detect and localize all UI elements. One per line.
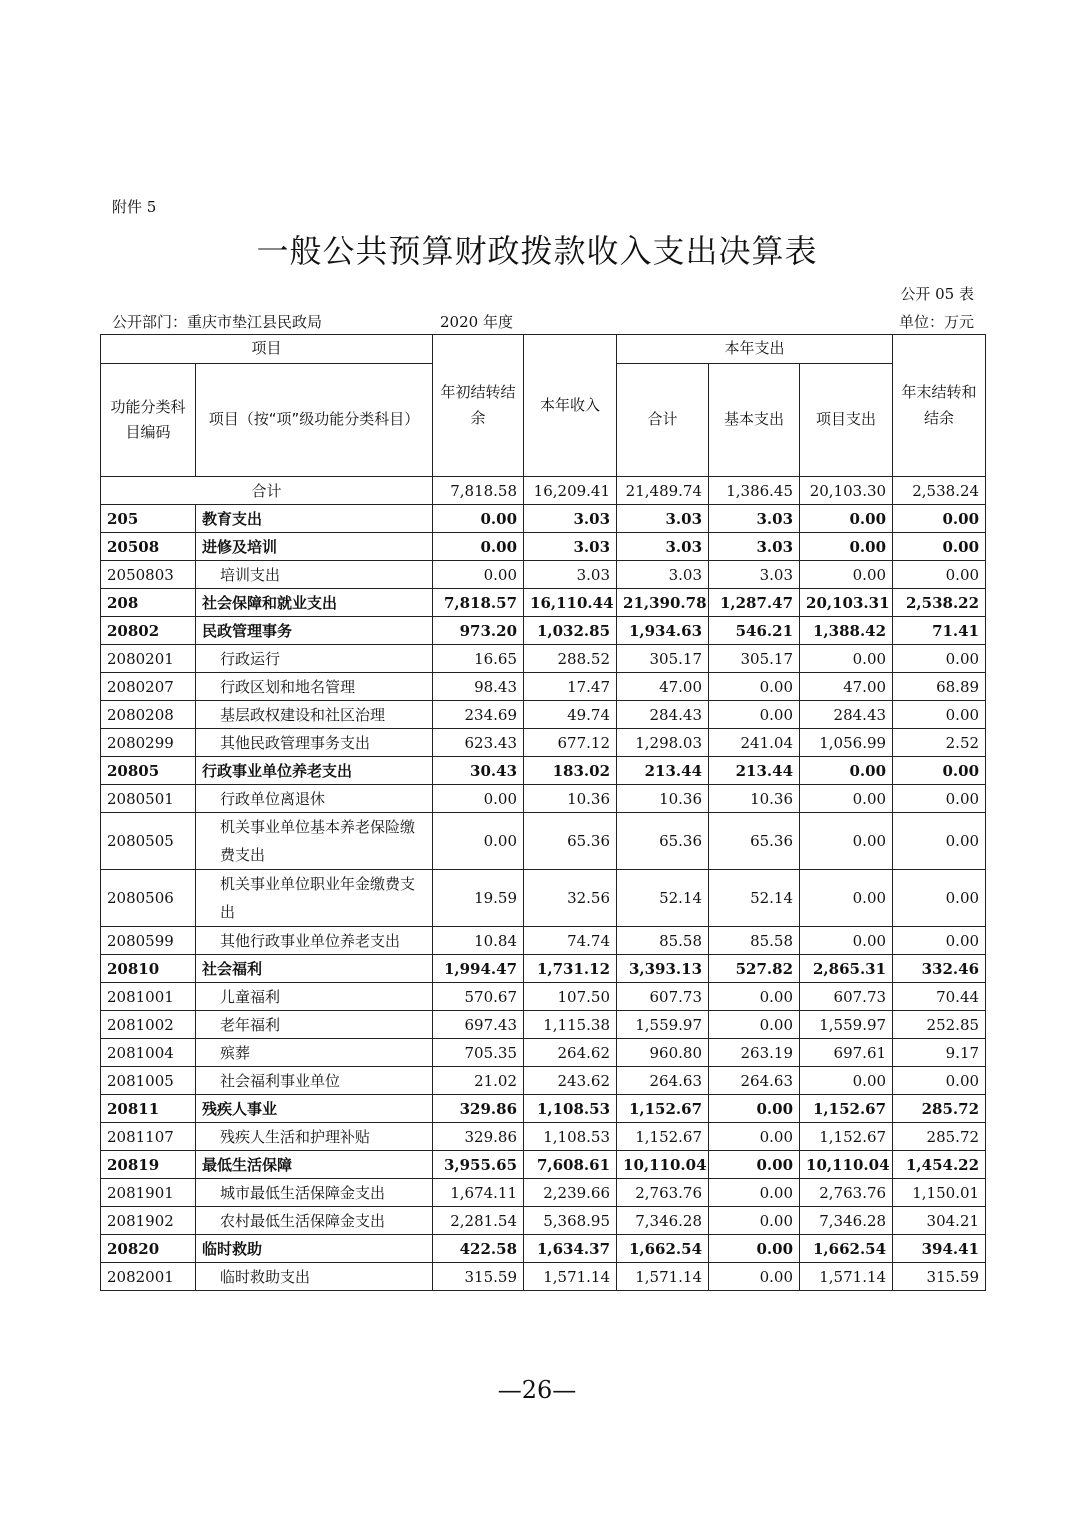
row-project: 0.00 xyxy=(800,927,893,955)
row-basic: 0.00 xyxy=(709,1151,800,1179)
table-row xyxy=(101,701,986,729)
table-row xyxy=(101,1095,986,1123)
row-project: 20,103.31 xyxy=(800,589,893,617)
row-income: 17.47 xyxy=(524,673,617,701)
table-row xyxy=(101,1207,986,1235)
row-end-balance: 0.00 xyxy=(893,701,986,729)
row-basic: 0.00 xyxy=(709,701,800,729)
row-expenditure: 284.43 xyxy=(617,701,709,729)
total-begin-balance: 7,818.58 xyxy=(433,477,524,505)
row-code: 2080506 xyxy=(101,870,196,927)
row-expenditure: 960.80 xyxy=(617,1039,709,1067)
row-income: 74.74 xyxy=(524,927,617,955)
row-basic: 3.03 xyxy=(709,533,800,561)
row-basic: 527.82 xyxy=(709,955,800,983)
total-row xyxy=(101,477,986,505)
row-basic: 0.00 xyxy=(709,1179,800,1207)
year-label: 2020 年度 xyxy=(440,313,513,331)
row-income: 32.56 xyxy=(524,870,617,927)
row-begin-balance: 234.69 xyxy=(433,701,524,729)
row-income: 1,115.38 xyxy=(524,1011,617,1039)
form-code: 公开 05 表 xyxy=(900,285,974,303)
row-project: 1,388.42 xyxy=(800,617,893,645)
table-row xyxy=(101,955,986,983)
row-name: 社会福利 xyxy=(196,955,433,983)
row-end-balance: 304.21 xyxy=(893,1207,986,1235)
row-name: 临时救助 xyxy=(196,1235,433,1263)
table-row xyxy=(101,1179,986,1207)
row-end-balance: 71.41 xyxy=(893,617,986,645)
row-begin-balance: 10.84 xyxy=(433,927,524,955)
row-name: 农村最低生活保障金支出 xyxy=(196,1207,433,1235)
table-row xyxy=(101,983,986,1011)
row-begin-balance: 19.59 xyxy=(433,870,524,927)
row-code: 2081004 xyxy=(101,1039,196,1067)
row-end-balance: 285.72 xyxy=(893,1123,986,1151)
row-code: 2080208 xyxy=(101,701,196,729)
row-name: 殡葬 xyxy=(196,1039,433,1067)
row-code: 2082001 xyxy=(101,1263,196,1291)
table-row xyxy=(101,1151,986,1179)
row-end-balance: 0.00 xyxy=(893,870,986,927)
table-row xyxy=(101,1123,986,1151)
row-end-balance: 0.00 xyxy=(893,505,986,533)
row-code: 208 xyxy=(101,589,196,617)
table-row xyxy=(101,673,986,701)
total-end-balance: 2,538.24 xyxy=(893,477,986,505)
row-project: 607.73 xyxy=(800,983,893,1011)
row-name: 社会福利事业单位 xyxy=(196,1067,433,1095)
row-project: 10,110.04 xyxy=(800,1151,893,1179)
row-basic: 0.00 xyxy=(709,1095,800,1123)
row-basic: 0.00 xyxy=(709,983,800,1011)
row-project: 0.00 xyxy=(800,1067,893,1095)
row-code: 20811 xyxy=(101,1095,196,1123)
row-code: 20819 xyxy=(101,1151,196,1179)
row-end-balance: 332.46 xyxy=(893,955,986,983)
row-basic: 213.44 xyxy=(709,757,800,785)
row-project: 0.00 xyxy=(800,870,893,927)
row-basic: 10.36 xyxy=(709,785,800,813)
row-code: 2080299 xyxy=(101,729,196,757)
row-end-balance: 68.89 xyxy=(893,673,986,701)
row-begin-balance: 16.65 xyxy=(433,645,524,673)
row-income: 65.36 xyxy=(524,813,617,870)
row-income: 677.12 xyxy=(524,729,617,757)
unit-label: 单位：万元 xyxy=(898,313,974,331)
row-end-balance: 1,454.22 xyxy=(893,1151,986,1179)
row-income: 107.50 xyxy=(524,983,617,1011)
row-project: 0.00 xyxy=(800,785,893,813)
row-project: 2,763.76 xyxy=(800,1179,893,1207)
row-code: 2050803 xyxy=(101,561,196,589)
row-name: 行政单位离退休 xyxy=(196,785,433,813)
row-basic: 241.04 xyxy=(709,729,800,757)
total-label: 合计 xyxy=(101,477,433,505)
header-code: 功能分类科目编码 xyxy=(101,364,196,477)
row-income: 1,108.53 xyxy=(524,1095,617,1123)
budget-table xyxy=(100,334,986,1291)
table-row xyxy=(101,1263,986,1291)
row-expenditure: 213.44 xyxy=(617,757,709,785)
row-name: 社会保障和就业支出 xyxy=(196,589,433,617)
row-code: 2081902 xyxy=(101,1207,196,1235)
row-begin-balance: 329.86 xyxy=(433,1095,524,1123)
row-begin-balance: 329.86 xyxy=(433,1123,524,1151)
row-name: 老年福利 xyxy=(196,1011,433,1039)
row-project: 0.00 xyxy=(800,533,893,561)
row-code: 20805 xyxy=(101,757,196,785)
row-begin-balance: 570.67 xyxy=(433,983,524,1011)
row-expenditure: 1,662.54 xyxy=(617,1235,709,1263)
row-name: 临时救助支出 xyxy=(196,1263,433,1291)
row-end-balance: 0.00 xyxy=(893,561,986,589)
row-income: 16,110.44 xyxy=(524,589,617,617)
row-begin-balance: 21.02 xyxy=(433,1067,524,1095)
header-income: 本年收入 xyxy=(524,335,617,477)
row-expenditure: 10.36 xyxy=(617,785,709,813)
row-name: 最低生活保障 xyxy=(196,1151,433,1179)
row-name: 残疾人生活和护理补贴 xyxy=(196,1123,433,1151)
row-begin-balance: 422.58 xyxy=(433,1235,524,1263)
row-end-balance: 0.00 xyxy=(893,1067,986,1095)
row-basic: 1,287.47 xyxy=(709,589,800,617)
row-expenditure: 1,152.67 xyxy=(617,1123,709,1151)
row-basic: 3.03 xyxy=(709,561,800,589)
row-begin-balance: 0.00 xyxy=(433,561,524,589)
row-basic: 263.19 xyxy=(709,1039,800,1067)
table-row xyxy=(101,645,986,673)
row-income: 3.03 xyxy=(524,561,617,589)
row-project: 1,662.54 xyxy=(800,1235,893,1263)
row-begin-balance: 0.00 xyxy=(433,813,524,870)
row-basic: 0.00 xyxy=(709,1123,800,1151)
header-end-balance: 年末结转和结余 xyxy=(893,335,986,477)
row-project: 2,865.31 xyxy=(800,955,893,983)
row-basic: 52.14 xyxy=(709,870,800,927)
row-begin-balance: 697.43 xyxy=(433,1011,524,1039)
row-income: 1,108.53 xyxy=(524,1123,617,1151)
row-name: 培训支出 xyxy=(196,561,433,589)
table-row xyxy=(101,617,986,645)
row-project: 284.43 xyxy=(800,701,893,729)
row-income: 3.03 xyxy=(524,533,617,561)
row-income: 1,731.12 xyxy=(524,955,617,983)
row-income: 243.62 xyxy=(524,1067,617,1095)
row-begin-balance: 1,674.11 xyxy=(433,1179,524,1207)
row-begin-balance: 0.00 xyxy=(433,505,524,533)
row-basic: 0.00 xyxy=(709,1235,800,1263)
row-basic: 546.21 xyxy=(709,617,800,645)
row-code: 2080501 xyxy=(101,785,196,813)
row-end-balance: 0.00 xyxy=(893,533,986,561)
row-end-balance: 2,538.22 xyxy=(893,589,986,617)
row-income: 2,239.66 xyxy=(524,1179,617,1207)
row-name: 进修及培训 xyxy=(196,533,433,561)
row-begin-balance: 2,281.54 xyxy=(433,1207,524,1235)
row-name: 行政区划和地名管理 xyxy=(196,673,433,701)
row-name: 民政管理事务 xyxy=(196,617,433,645)
page-number: —26— xyxy=(497,1376,577,1404)
row-code: 20508 xyxy=(101,533,196,561)
row-project: 1,571.14 xyxy=(800,1263,893,1291)
row-begin-balance: 0.00 xyxy=(433,785,524,813)
row-begin-balance: 315.59 xyxy=(433,1263,524,1291)
row-expenditure: 3.03 xyxy=(617,561,709,589)
row-income: 5,368.95 xyxy=(524,1207,617,1235)
row-expenditure: 264.63 xyxy=(617,1067,709,1095)
table-row xyxy=(101,870,986,927)
table-row xyxy=(101,785,986,813)
row-basic: 85.58 xyxy=(709,927,800,955)
row-expenditure: 305.17 xyxy=(617,645,709,673)
row-basic: 0.00 xyxy=(709,1011,800,1039)
row-begin-balance: 30.43 xyxy=(433,757,524,785)
row-project: 0.00 xyxy=(800,645,893,673)
row-name: 儿童福利 xyxy=(196,983,433,1011)
row-expenditure: 3,393.13 xyxy=(617,955,709,983)
row-begin-balance: 98.43 xyxy=(433,673,524,701)
row-expenditure: 7,346.28 xyxy=(617,1207,709,1235)
row-name: 其他民政管理事务支出 xyxy=(196,729,433,757)
row-name: 其他行政事业单位养老支出 xyxy=(196,927,433,955)
row-name: 教育支出 xyxy=(196,505,433,533)
row-end-balance: 252.85 xyxy=(893,1011,986,1039)
header-total: 合计 xyxy=(617,364,709,477)
row-begin-balance: 973.20 xyxy=(433,617,524,645)
row-name: 行政事业单位养老支出 xyxy=(196,757,433,785)
row-begin-balance: 623.43 xyxy=(433,729,524,757)
row-expenditure: 47.00 xyxy=(617,673,709,701)
row-name: 残疾人事业 xyxy=(196,1095,433,1123)
total-income: 16,209.41 xyxy=(524,477,617,505)
row-code: 2080599 xyxy=(101,927,196,955)
row-begin-balance: 1,994.47 xyxy=(433,955,524,983)
total-basic: 1,386.45 xyxy=(709,477,800,505)
row-code: 2081005 xyxy=(101,1067,196,1095)
row-code: 20802 xyxy=(101,617,196,645)
table-row xyxy=(101,1067,986,1095)
row-end-balance: 70.44 xyxy=(893,983,986,1011)
row-project: 1,152.67 xyxy=(800,1123,893,1151)
row-project: 0.00 xyxy=(800,757,893,785)
row-expenditure: 1,298.03 xyxy=(617,729,709,757)
row-end-balance: 1,150.01 xyxy=(893,1179,986,1207)
row-income: 183.02 xyxy=(524,757,617,785)
row-project: 0.00 xyxy=(800,813,893,870)
row-project: 7,346.28 xyxy=(800,1207,893,1235)
row-code: 2081901 xyxy=(101,1179,196,1207)
row-expenditure: 607.73 xyxy=(617,983,709,1011)
row-income: 1,571.14 xyxy=(524,1263,617,1291)
row-income: 288.52 xyxy=(524,645,617,673)
row-code: 20820 xyxy=(101,1235,196,1263)
page-title: 一般公共预算财政拨款收入支出决算表 xyxy=(256,232,818,270)
row-begin-balance: 705.35 xyxy=(433,1039,524,1067)
row-income: 3.03 xyxy=(524,505,617,533)
row-project: 1,559.97 xyxy=(800,1011,893,1039)
row-code: 20810 xyxy=(101,955,196,983)
header-expenditure: 本年支出 xyxy=(617,335,893,364)
row-expenditure: 3.03 xyxy=(617,533,709,561)
row-end-balance: 0.00 xyxy=(893,785,986,813)
row-project: 697.61 xyxy=(800,1039,893,1067)
row-income: 1,032.85 xyxy=(524,617,617,645)
row-name: 城市最低生活保障金支出 xyxy=(196,1179,433,1207)
row-project: 0.00 xyxy=(800,561,893,589)
row-project: 1,152.67 xyxy=(800,1095,893,1123)
row-expenditure: 1,152.67 xyxy=(617,1095,709,1123)
row-expenditure: 52.14 xyxy=(617,870,709,927)
total-expenditure: 21,489.74 xyxy=(617,477,709,505)
row-expenditure: 10,110.04 xyxy=(617,1151,709,1179)
row-end-balance: 2.52 xyxy=(893,729,986,757)
header-name: 项目（按“项”级功能分类科目） xyxy=(196,364,433,477)
row-name: 机关事业单位职业年金缴费支出 xyxy=(196,870,433,927)
row-end-balance: 0.00 xyxy=(893,813,986,870)
row-project: 47.00 xyxy=(800,673,893,701)
table-row xyxy=(101,1011,986,1039)
header-begin-balance: 年初结转结余 xyxy=(433,335,524,477)
attachment-label: 附件 5 xyxy=(112,198,157,216)
row-end-balance: 394.41 xyxy=(893,1235,986,1263)
table-row xyxy=(101,589,986,617)
row-basic: 0.00 xyxy=(709,673,800,701)
row-project: 1,056.99 xyxy=(800,729,893,757)
row-basic: 0.00 xyxy=(709,1207,800,1235)
department-label: 公开部门：重庆市垫江县民政局 xyxy=(112,313,323,331)
row-name: 基层政权建设和社区治理 xyxy=(196,701,433,729)
row-basic: 305.17 xyxy=(709,645,800,673)
row-basic: 65.36 xyxy=(709,813,800,870)
row-end-balance: 0.00 xyxy=(893,757,986,785)
row-code: 2080207 xyxy=(101,673,196,701)
row-code: 205 xyxy=(101,505,196,533)
row-end-balance: 0.00 xyxy=(893,927,986,955)
table-row xyxy=(101,561,986,589)
row-expenditure: 85.58 xyxy=(617,927,709,955)
row-expenditure: 3.03 xyxy=(617,505,709,533)
row-expenditure: 2,763.76 xyxy=(617,1179,709,1207)
table-row xyxy=(101,533,986,561)
row-code: 2080201 xyxy=(101,645,196,673)
row-project: 0.00 xyxy=(800,505,893,533)
table-row xyxy=(101,1235,986,1263)
table-row xyxy=(101,729,986,757)
row-basic: 264.63 xyxy=(709,1067,800,1095)
row-income: 49.74 xyxy=(524,701,617,729)
table-row xyxy=(101,757,986,785)
row-code: 2081002 xyxy=(101,1011,196,1039)
header-project: 项目支出 xyxy=(800,364,893,477)
row-name: 行政运行 xyxy=(196,645,433,673)
row-income: 264.62 xyxy=(524,1039,617,1067)
row-basic: 3.03 xyxy=(709,505,800,533)
table-row xyxy=(101,813,986,870)
row-code: 2081107 xyxy=(101,1123,196,1151)
row-code: 2080505 xyxy=(101,813,196,870)
row-income: 7,608.61 xyxy=(524,1151,617,1179)
row-end-balance: 285.72 xyxy=(893,1095,986,1123)
table-row xyxy=(101,927,986,955)
row-expenditure: 21,390.78 xyxy=(617,589,709,617)
row-name: 机关事业单位基本养老保险缴费支出 xyxy=(196,813,433,870)
row-end-balance: 315.59 xyxy=(893,1263,986,1291)
row-expenditure: 1,934.63 xyxy=(617,617,709,645)
row-begin-balance: 3,955.65 xyxy=(433,1151,524,1179)
row-expenditure: 1,571.14 xyxy=(617,1263,709,1291)
row-expenditure: 1,559.97 xyxy=(617,1011,709,1039)
header-item: 项目 xyxy=(101,335,433,364)
row-basic: 0.00 xyxy=(709,1263,800,1291)
row-expenditure: 65.36 xyxy=(617,813,709,870)
row-begin-balance: 7,818.57 xyxy=(433,589,524,617)
row-begin-balance: 0.00 xyxy=(433,533,524,561)
table-row xyxy=(101,1039,986,1067)
row-income: 1,634.37 xyxy=(524,1235,617,1263)
row-end-balance: 0.00 xyxy=(893,645,986,673)
table-row xyxy=(101,505,986,533)
row-income: 10.36 xyxy=(524,785,617,813)
total-project: 20,103.30 xyxy=(800,477,893,505)
row-end-balance: 9.17 xyxy=(893,1039,986,1067)
row-code: 2081001 xyxy=(101,983,196,1011)
header-basic: 基本支出 xyxy=(709,364,800,477)
